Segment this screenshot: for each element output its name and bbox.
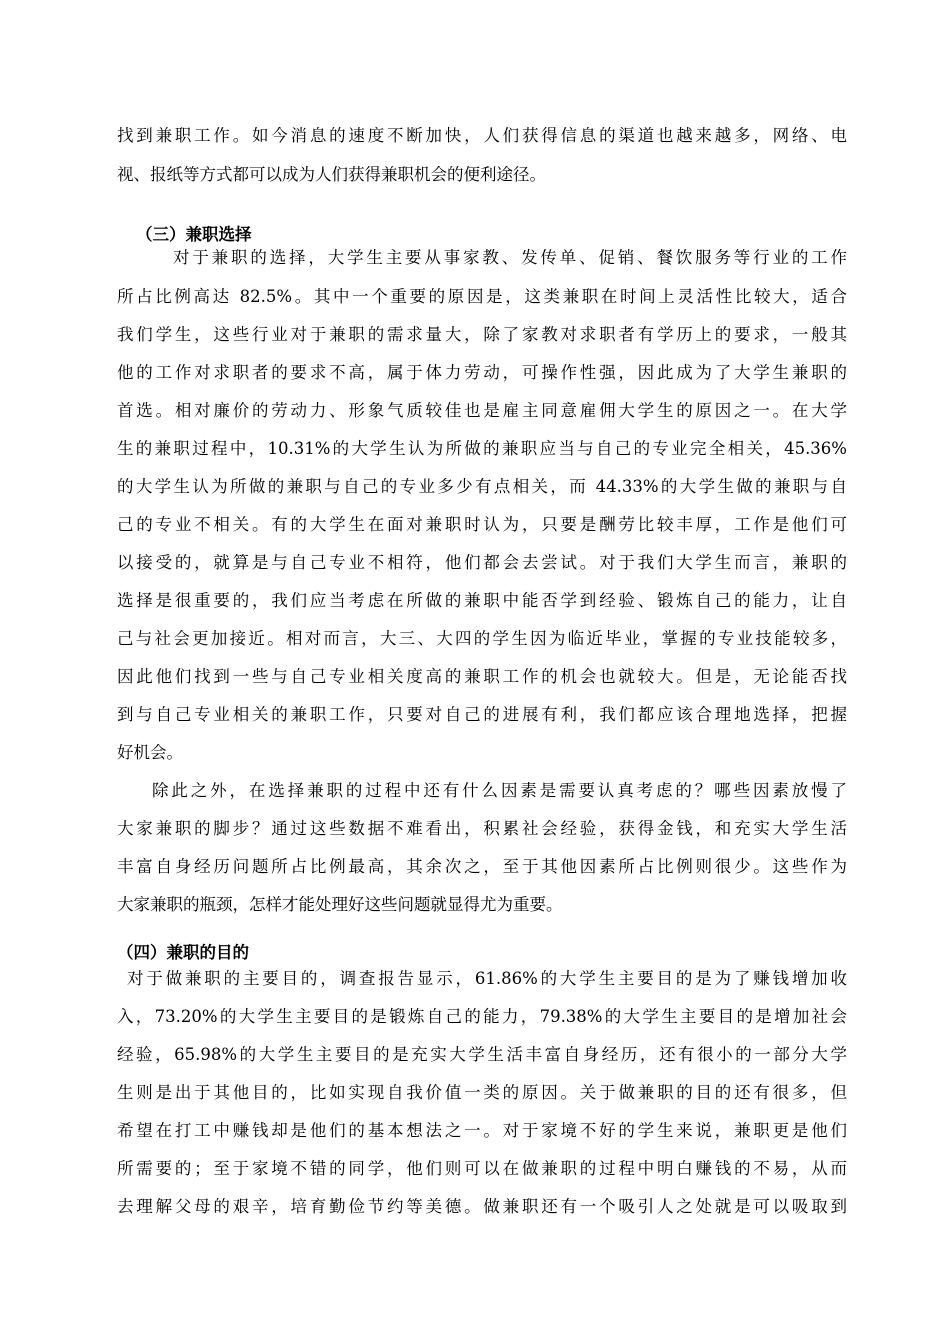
section-four-heading: （四）兼职的目的 <box>117 943 249 962</box>
intro-line-1: 找到兼职工作。如今消息的速度不断加快，人们获得信息的渠道也越来越多，网络、电 <box>117 126 847 145</box>
s4-p1-line-1: 对于做兼职的主要目的，调查报告显示，61.86%的大学生主要目的是为了赚钱增加收 <box>127 969 847 988</box>
s4-p1-line-3: 经验，65.98%的大学生主要目的是充实大学生活丰富自身经历，还有很小的一部分大学 <box>117 1045 847 1064</box>
s3-p1-line-10: 选择是很重要的，我们应当考虑在所做的兼职中能否学到经验、锻炼自己的能力，让自 <box>117 591 847 610</box>
s4-p1-line-4: 生则是出于其他目的，比如实现自我价值一类的原因。关于做兼职的目的还有很多，但 <box>117 1083 847 1102</box>
s3-p1-line-6: 生的兼职过程中，10.31%的大学生认为所做的兼职应当与自己的专业完全相关，45.36% <box>117 439 847 458</box>
s3-p2-line-3: 丰富自身经历问题所占比例最高，其余次之，至于其他因素所占比例则很少。这些作为 <box>117 857 847 876</box>
s3-p1-line-8: 己的专业不相关。有的大学生在面对兼职时认为，只要是酬劳比较丰厚，工作是他们可 <box>117 515 847 534</box>
s3-p1-line-13: 到与自己专业相关的兼职工作，只要对自己的进展有利，我们都应该合理地选择，把握 <box>117 705 847 724</box>
section-three-heading: （三）兼职选择 <box>136 225 252 244</box>
s3-p1-line-7: 的大学生认为所做的兼职与自己的专业多少有点相关，而 44.33%的大学生做的兼职与自 <box>117 477 847 496</box>
s4-p1-line-5: 希望在打工中赚钱却是他们的基本想法之一。对于家境不好的学生来说，兼职更是他们 <box>117 1121 847 1140</box>
s3-p1-line-14: 好机会。 <box>117 743 183 762</box>
s4-p1-line-7: 去理解父母的艰辛，培育勤俭节约等美德。做兼职还有一个吸引人之处就是可以吸取到 <box>117 1197 847 1216</box>
s3-p1-line-1: 对于兼职的选择，大学生主要从事家教、发传单、促销、餐饮服务等行业的工作 <box>173 248 847 267</box>
s3-p1-line-3: 我们学生，这些行业对于兼职的需求量大，除了家教对求职者有学历上的要求，一般其 <box>117 325 847 344</box>
s3-p2-line-2: 大家兼职的脚步？通过这些数据不难看出，积累社会经验，获得金钱，和充实大学生活 <box>117 819 847 838</box>
s4-p1-line-2: 入，73.20%的大学生主要目的是锻炼自己的能力，79.38%的大学生主要目的是增加社会 <box>117 1007 847 1026</box>
s3-p1-line-2: 所占比例高达 82.5%。其中一个重要的原因是，这类兼职在时间上灵活性比较大，适合 <box>117 287 847 306</box>
s3-p1-line-5: 首选。相对廉价的劳动力、形象气质较佳也是雇主同意雇佣大学生的原因之一。在大学 <box>117 401 847 420</box>
s3-p2-line-4: 大家兼职的瓶颈，怎样才能处理好这些问题就显得尤为重要。 <box>117 895 563 914</box>
intro-line-2: 视、报纸等方式都可以成为人们获得兼职机会的便利途径。 <box>117 165 546 184</box>
s3-p1-line-9: 以接受的，就算是与自己专业不相符，他们都会去尝试。对于我们大学生而言，兼职的 <box>117 553 847 572</box>
s4-p1-line-6: 所需要的；至于家境不错的同学，他们则可以在做兼职的过程中明白赚钱的不易，从而 <box>117 1159 847 1178</box>
s3-p1-line-11: 己与社会更加接近。相对而言，大三、大四的学生因为临近毕业，掌握的专业技能较多， <box>117 629 847 648</box>
s3-p1-line-4: 他的工作对求职者的要求不高，属于体力劳动，可操作性强，因此成为了大学生兼职的 <box>117 363 847 382</box>
s3-p2-line-1: 除此之外，在选择兼职的过程中还有什么因素是需要认真考虑的？哪些因素放慢了 <box>152 781 847 800</box>
s3-p1-line-12: 因此他们找到一些与自己专业相关度高的兼职工作的机会也就较大。但是，无论能否找 <box>117 667 847 686</box>
